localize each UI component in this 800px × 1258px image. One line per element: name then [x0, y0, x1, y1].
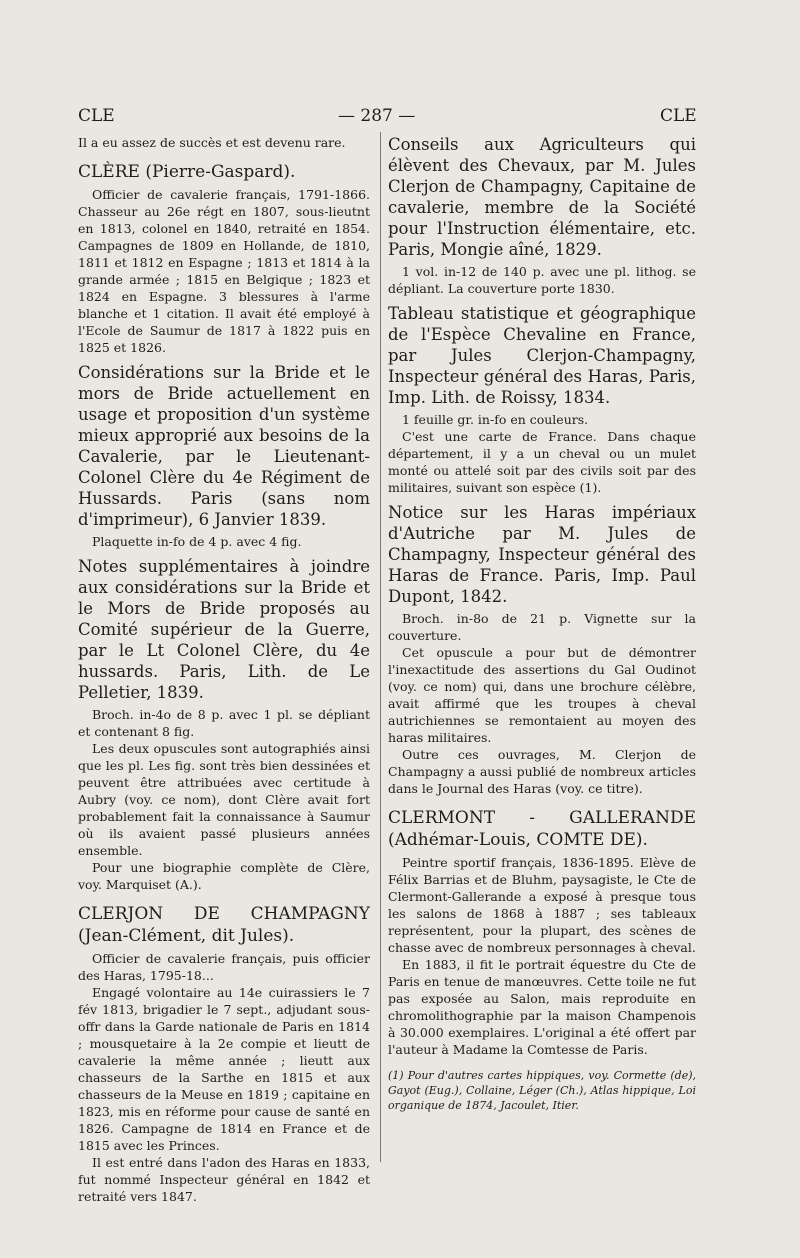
left-column	[78, 134, 370, 1205]
book-title: Considérations sur la Bride et le mors de Bride actuellement en usage et proposition d'un système mieux approprié aux besoins de la Cavalerie, par le Lieutenant-Colonel Clère du 4e Régiment de Hussards. Paris (sans nom d'imprimeur), 6 Janvier 1839.	[78, 363, 370, 529]
entry-heading: CLÈRE (Pierre-Gaspard).	[78, 162, 296, 182]
paragraph: Cet opuscule a pour but de démontrer l'inexactitude des assertions du Gal Oudinot (voy. ce nom) qui, dans une brochure célèbre, avait affirmé que les troupes à cheval autrichiennes se remontaient au moyen des haras militaires.	[388, 645, 696, 745]
paragraph: Pour une biographie complète de Clère, voy. Marquiset (A.).	[78, 860, 370, 892]
paragraph: Officier de cavalerie français, 1791-1866. Chasseur au 26e régt en 1807, sous-lieutnt en 1813, colonel en 1840, retraité en 1854. Campagnes de 1809 en Hollande, de 1810, 1811 et 1812 en Espagne ; 1813 et 1814 à la grande armée ; 1815 en Belgique ; 1823 et 1824 en Espagne. 3 blessures à l'arme blanche et 1 citation. Il avait été employé à l'Ecole de Saumur de 1817 à 1822 puis en 1825 et 1826.	[78, 187, 370, 355]
paragraph: Plaquette in-fo de 4 p. avec 4 fig.	[92, 534, 302, 549]
paragraph: Engagé volontaire au 14e cuirassiers le 7 fév 1813, brigadier le 7 sept., adjudant sous-offr dans la Garde nationale de Paris en 1814 ; mousquetaire à la 2e compie et lieutt de cavalerie la même année ; lieutt aux chasseurs de la Sarthe en 1815 et aux chasseurs de la Meuse en 1819 ; capitaine en 1823, mis en réforme pour cause de santé en 1826. Campagne de 1814 en France et de 1815 avec les Princes.	[78, 985, 370, 1153]
paragraph: Officier de cavalerie français, puis officier des Haras, 1795-18...	[78, 951, 370, 983]
right-column	[388, 134, 696, 1113]
entry-heading: CLERJON DE CHAMPAGNY (Jean-Clément, dit Jules).	[78, 904, 370, 946]
column-divider	[380, 132, 381, 1162]
running-header-right: CLE	[660, 106, 697, 126]
paragraph: Il a eu assez de succès et est devenu rare.	[78, 135, 346, 150]
paragraph: Broch. in-8o de 21 p. Vignette sur la couverture.	[388, 611, 696, 643]
book-title: Notice sur les Haras impériaux d'Autriche par M. Jules de Champagny, Inspecteur général des Haras de France. Paris, Imp. Paul Dupont, 1842.	[388, 503, 696, 606]
book-title: Conseils aux Agriculteurs qui élèvent des Chevaux, par M. Jules Clerjon de Champagny, Capitaine de cavalerie, membre de la Société pour l'Instruction élémentaire, etc. Paris, Mongie aîné, 1829.	[388, 135, 696, 259]
paragraph: Il est entré dans l'adon des Haras en 1833, fut nommé Inspecteur général en 1842 et retraité vers 1847.	[78, 1155, 370, 1204]
paragraph: Les deux opuscules sont autographiés ainsi que les pl. Les fig. sont très bien dessinées et peuvent être attribuées avec certitude à Aubry (voy. ce nom), dont Clère avait fort probablement fait la connaissance à Saumur où ils avaient passé plusieurs années ensemble.	[78, 741, 370, 858]
paragraph: C'est une carte de France. Dans chaque département, il y a un cheval ou un mulet monté ou attelé soit par des civils soit par des militaires, suivant son espèce (1).	[388, 429, 696, 495]
paragraph: Broch. in-4o de 8 p. avec 1 pl. se dépliant et contenant 8 fig.	[78, 707, 370, 739]
page-number: — 287 —	[338, 106, 416, 126]
footnote: (1) Pour d'autres cartes hippiques, voy. Cormette (de), Gayot (Eug.), Collaine, Léger (Ch.), Atlas hippique, Loi organique de 1874, Jacoulet, Itier.	[388, 1069, 696, 1112]
paragraph: En 1883, il fit le portrait équestre du Cte de Paris en tenue de manœuvres. Cette toile ne fut pas exposée au Salon, mais reproduite en chromolithographie par la maison Champenois à 30.000 exemplaires. L'original a été offert par l'auteur à Madame la Comtesse de Paris.	[388, 957, 696, 1057]
book-title: Notes supplémentaires à joindre aux considérations sur la Bride et le Mors de Bride proposés au Comité supérieur de la Guerre, par le Lt Colonel Clère, du 4e hussards. Paris, Lith. de Le Pelletier, 1839.	[78, 557, 370, 702]
entry-heading: CLERMONT - GALLERANDE (Adhémar-Louis, COMTE DE).	[388, 808, 696, 850]
paragraph: 1 vol. in-12 de 140 p. avec une pl. lithog. se dépliant. La couverture porte 1830.	[388, 264, 696, 296]
running-header-left: CLE	[78, 106, 115, 126]
book-title: Tableau statistique et géographique de l'Espèce Chevaline en France, par Jules Clerjon-Champagny, Inspecteur général des Haras, Paris, Imp. Lith. de Roissy, 1834.	[388, 304, 696, 407]
paragraph: 1 feuille gr. in-fo en couleurs.	[402, 412, 589, 427]
paragraph: Outre ces ouvrages, M. Clerjon de Champagny a aussi publié de nombreux articles dans le Journal des Haras (voy. ce titre).	[388, 747, 696, 796]
paragraph: Peintre sportif français, 1836-1895. Elève de Félix Barrias et de Bluhm, paysagiste, le Cte de Clermont-Gallerande a exposé à presque tous les salons de 1868 à 1887 ; ses tableaux représentent, pour la plupart, des scènes de chasse avec de nombreux personnages à cheval.	[388, 855, 696, 955]
